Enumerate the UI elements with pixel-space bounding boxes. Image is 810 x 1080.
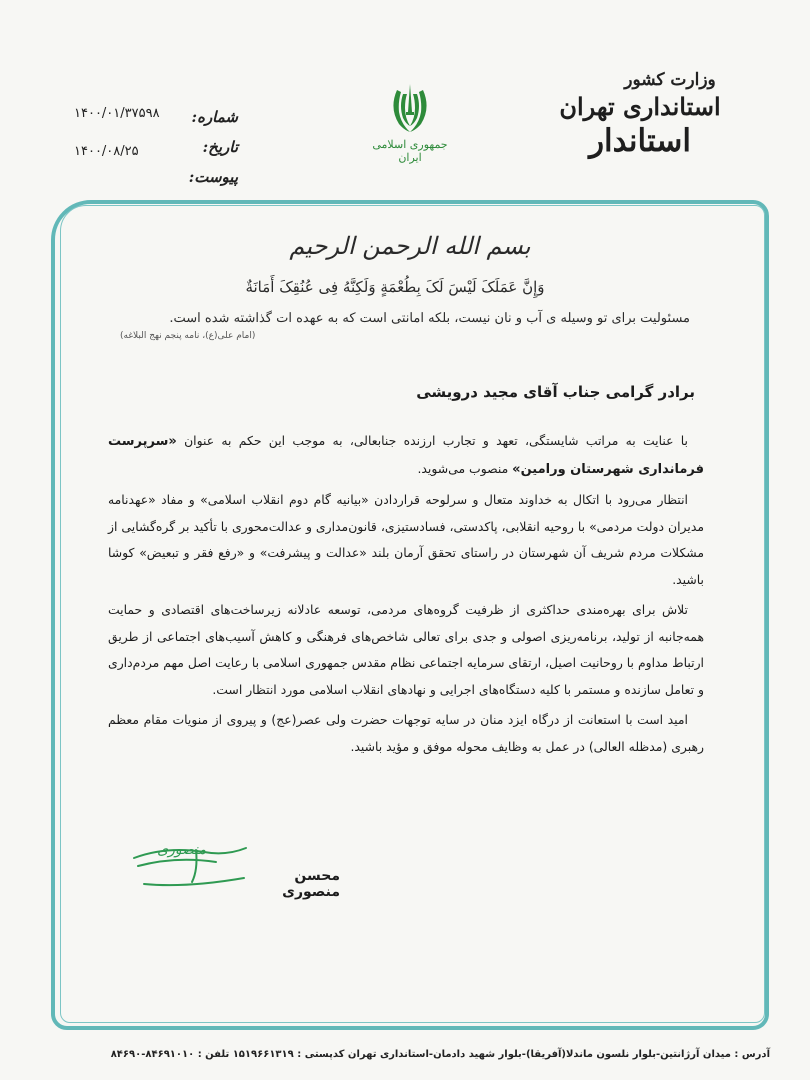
- paragraph-4: امید است با استعانت از درگاه ایزد منان در سایه توجهات حضرت ولی عصر(عج) و پیروی از منویات مقام معظم رهبری (مدظله العالی) در عمل به وظایف محوله موفق و مؤید باشید.: [108, 712, 704, 754]
- svg-text:منصوری: منصوری: [157, 842, 206, 858]
- paragraph-3: تلاش برای بهره‌مندی حداکثری از ظرفیت گروه‌های مردمی، توسعه عادلانه زیرساخت‌های اقتصادی و حمایت همه‌جانبه از تولید، برنامه‌ریزی اصولی و جدی برای تعالی شاخص‌های فرهنگی و کاهش آسیب‌های اجتماعی از طریق ارتباط مداوم با روحانیت اصیل، ارتقای سرمایه اجتماعی نظام مقدس جمهوری اسلامی با رعایت اصل مهم مردم‌داری و تعامل سازنده و مستمر با کلیه دستگاه‌های اجرایی و نهادهای انقلاب اسلامی مورد انتظار است.: [108, 602, 704, 697]
- p1-end: منصوب می‌شوید.: [417, 460, 509, 476]
- signer-name: محسن منصوری: [282, 868, 340, 900]
- phone-label: تلفن :: [197, 1049, 230, 1060]
- governorate-name: استانداری تهران: [559, 92, 721, 121]
- emblem-icon: [387, 82, 433, 134]
- ministry-header: [530, 70, 750, 159]
- emblem-caption: جمهوری اسلامی ایران: [372, 138, 448, 164]
- salutation: برادر گرامی جناب آقای مجید درویشی: [416, 383, 695, 401]
- letter-meta-values: [74, 106, 184, 182]
- phone-value: ۸۴۶۹۱۰۱۰-۸۴۶۹۰: [110, 1049, 195, 1060]
- bismillah: بسم الله الرحمن الرحیم: [289, 232, 531, 260]
- paragraph-1: [108, 428, 704, 483]
- number-label: شماره:: [191, 108, 238, 126]
- letter-body: [108, 428, 704, 764]
- ministry-name: وزارت کشور: [624, 70, 716, 90]
- iran-emblem: [360, 82, 460, 164]
- date-value: ۱۴۰۰/۰۸/۲۵: [74, 144, 139, 159]
- hadith-translation: مسئولیت برای تو وسیله ی آب و نان نیست، بلکه امانتی است که به عهده ات گذاشته شده است.: [169, 311, 690, 326]
- attachment-label: پیوست:: [188, 168, 238, 186]
- appointment-title: «سرپرست فرمانداری شهرستان ورامین»: [108, 434, 704, 477]
- footer-address: [70, 1049, 770, 1060]
- p1-start: با عنایت به مراتب شایستگی، تعهد و تجارب ارزنده جنابعالی، به موجب این حکم به عنوان: [184, 433, 688, 448]
- hadith-arabic: وَإِنَّ عَمَلَکَ لَیْسَ لَکَ بِطُعْمَةٍ وَلَکِنَّهُ فِی عُنُقِکَ أَمَانَةٌ: [245, 278, 545, 296]
- date-label: تاریخ:: [202, 138, 238, 156]
- paragraph-2: انتظار می‌رود با اتکال به خداوند متعال و سرلوحه قراردادن «بیانیه گام دوم انقلاب اسلامی» و مفاد «عهدنامه مدیران دولت مردمی» با روحیه انقلابی، پاکدستی، فسادستیزی، قانون‌مداری و عدالت‌محوری با تأکید بر گره‌گشایی از مشکلات مردم شریف آن شهرستان در راستای تحقق آرمان بلند «عدالت و پیشرفت» و «رفع فقر و تبعیض» کوشا باشید.: [108, 492, 704, 587]
- postal-code-label: کدپستی :: [297, 1049, 345, 1060]
- letter-meta-labels: [178, 108, 238, 198]
- number-value: ۱۴۰۰/۰۱/۳۷۵۹۸: [74, 106, 160, 121]
- hadith-source: (امام علی(ع)، نامه پنجم نهج البلاغه): [120, 331, 256, 341]
- governor-title: استاندار: [589, 123, 691, 159]
- address-text: آدرس : میدان آرژانتین-بلوار نلسون ماندلا(آفریقا)-بلوار شهید دادمان-استانداری تهران: [347, 1049, 770, 1060]
- postal-code-value: ۱۵۱۹۶۶۱۳۱۹: [232, 1049, 294, 1060]
